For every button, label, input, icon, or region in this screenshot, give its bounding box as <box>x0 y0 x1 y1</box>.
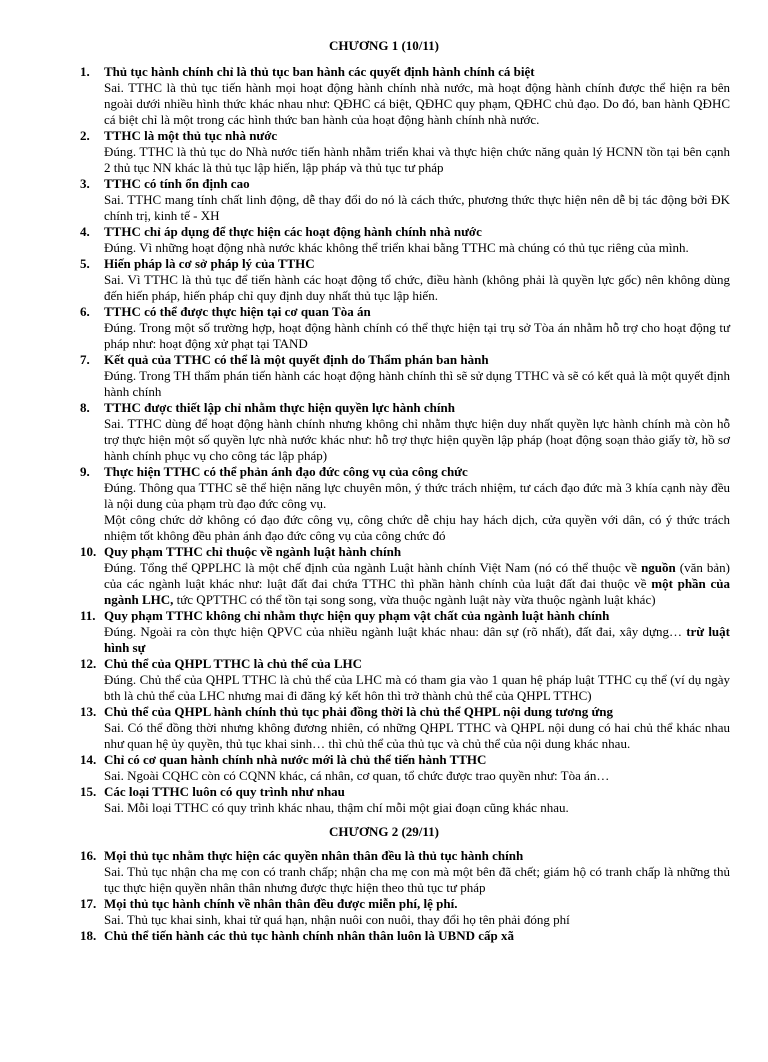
question: 11. Quy phạm TTHC không chỉ nhằm thực hiện quy phạm vật chất của ngành luật hành chính <box>80 608 610 623</box>
answer: Đúng. Trong một số trường hợp, hoạt động hành chính có thể thực hiện tại trụ sở Tòa án nhằm hỗ trợ cho hoạt động tư pháp như: hoạt động xử phạt tại TAND <box>104 320 730 351</box>
answer: Sai. TTHC mang tính chất linh động, dễ thay đổi do nó là cách thức, phương thức thực hiện nên dễ bị tác động bởi ĐK chính trị, kinh tế - XH <box>104 192 730 223</box>
question: 7. Kết quả của TTHC có thể là một quyết định do Thẩm phán ban hành <box>80 352 489 367</box>
document-page <box>0 38 768 1062</box>
list-item <box>80 608 730 656</box>
answer: Sai. TTHC dùng để hoạt động hành chính nhưng không chỉ nhằm thực hiện duy nhất quyền lực hành chính mà còn hỗ trợ thực hiện một số quyền lực nhà nước khác như: hỗ trợ thực hiện quyền lập pháp (hoạt động soạn thảo giấy tờ, hồ sơ hành chính phục vụ cho công tác lập pháp) <box>104 416 730 463</box>
list-item <box>80 176 730 224</box>
question: 9. Thực hiện TTHC có thể phản ánh đạo đức công vụ của công chức <box>80 464 468 479</box>
question: 15. Các loại TTHC luôn có quy trình như nhau <box>80 784 345 799</box>
list-item <box>80 352 730 400</box>
answer: Sai. Thủ tục khai sinh, khai tử quá hạn, nhận nuôi con nuôi, thay đổi họ tên phải đóng phí <box>104 912 570 927</box>
chapter-1-list <box>80 64 730 816</box>
question: 5. Hiến pháp là cơ sở pháp lý của TTHC <box>80 256 315 271</box>
answer-continued: Một công chức dở không có đạo đức công vụ, công chức dễ chịu hay hách dịch, cửa quyền với dân, có ý thức trách nhiệm tốt không đều phản ánh đạo đức công vụ của công chức đó <box>104 512 730 543</box>
answer: Sai. Mỗi loại TTHC có quy trình khác nhau, thậm chí mỗi một giai đoạn cũng khác nhau. <box>104 800 569 815</box>
question: 10. Quy phạm TTHC chỉ thuộc về ngành luật hành chính <box>80 544 402 559</box>
answer: Đúng. Ngoài ra còn thực hiện QPVC của nhiều ngành luật khác nhau: dân sự (rõ nhất), đất đai, xây dựng… trừ luật hình sự <box>104 624 730 655</box>
list-item <box>80 848 730 896</box>
answer: Đúng. Tổng thể QPPLHC là một chế định của ngành Luật hành chính Việt Nam (nó có thể thuộc về nguồn (văn bản) của các ngành luật khác như: luật đất đai chứa TTHC thì phần hành chính của luật đất đai thuộc về một phần của ngành LHC, tức QPTTHC có thể tồn tại song song, vừa thuộc ngành luật này vừa thuộc ngành luật khác) <box>104 560 730 607</box>
question: 12. Chủ thể của QHPL TTHC là chủ thể của LHC <box>80 656 362 671</box>
question: 1. Thủ tục hành chính chỉ là thủ tục ban hành các quyết định hành chính cá biệt <box>80 64 535 79</box>
question: 14. Chỉ có cơ quan hành chính nhà nước mới là chủ thể tiến hành TTHC <box>80 752 487 767</box>
list-item <box>80 304 730 352</box>
question: 18. Chủ thể tiến hành các thủ tục hành chính nhân thân luôn là UBND cấp xã <box>80 928 514 943</box>
answer: Sai. Có thể đồng thời nhưng không đương nhiên, có những QHPL TTHC và QHPL nội dung có hai chủ thể khác nhau như quan hệ ủy quyền, thủ tục khai sinh… thì chủ thể của thủ tục và chủ thể của nội dung khác nhau. <box>104 720 730 751</box>
question: 17. Mọi thủ tục hành chính về nhân thân đều được miễn phí, lệ phí. <box>80 896 458 911</box>
answer: Đúng. Trong TH thẩm phán tiến hành các hoạt động hành chính thì sẽ sử dụng TTHC và sẽ có kết quả là một quyết định hành chính <box>104 368 730 399</box>
list-item <box>80 400 730 464</box>
list-item <box>80 896 730 928</box>
question: 16. Mọi thủ tục nhằm thực hiện các quyền nhân thân đều là thủ tục hành chính <box>80 848 524 863</box>
list-item <box>80 928 730 944</box>
question: 8. TTHC được thiết lập chỉ nhằm thực hiện quyền lực hành chính <box>80 400 455 415</box>
answer: Đúng. Vì những hoạt động nhà nước khác không thể triển khai bằng TTHC mà chúng có thủ tục riêng của mình. <box>104 240 689 255</box>
list-item <box>80 784 730 816</box>
list-item <box>80 224 730 256</box>
question: 6. TTHC có thể được thực hiện tại cơ quan Tòa án <box>80 304 371 319</box>
question: 4. TTHC chỉ áp dụng để thực hiện các hoạt động hành chính nhà nước <box>80 224 482 239</box>
list-item <box>80 128 730 176</box>
list-item <box>80 256 730 304</box>
list-item <box>80 544 730 608</box>
chapter-2-heading: CHƯƠNG 2 (29/11) <box>328 824 439 839</box>
question: 13. Chủ thể của QHPL hành chính thủ tục phải đồng thời là chủ thể QHPL nội dung tương ứng <box>80 704 613 719</box>
answer: Sai. TTHC là thủ tục tiến hành mọi hoạt động hành chính nhà nước, mà hoạt động hành chính được thể hiện ra bên ngoài dưới nhiều hình thức khác nhau như: QĐHC cá biệt, QĐHC quy phạm, QĐHC chủ đạo. Do đó, ban hành QĐHC cá biệt chỉ là một trong các hình thức ban hành của hoạt động hành chính nhà nước. <box>104 80 730 127</box>
answer: Đúng. Chủ thể của QHPL TTHC là chủ thể của LHC mà có tham gia vào 1 quan hệ pháp luật TTHC cụ thể (ví dụ ngày bth là chủ thể của LHC nhưng mai đi đăng ký kết hôn thì trở thành chủ thể của QHPL TTHC) <box>104 672 730 703</box>
answer: Đúng. Thông qua TTHC sẽ thể hiện năng lực chuyên môn, ý thức trách nhiệm, tư cách đạo đức mà 3 khía cạnh này đều là nội dung của phạm trù đạo đức công vụ. <box>104 480 730 511</box>
answer: Sai. Vì TTHC là thủ tục để tiến hành các hoạt động tổ chức, điều hành (không phải là quyền lực gốc) nên không dùng đến hiến pháp, hiến pháp chỉ quy định duy nhất thủ tục lập hiến. <box>104 272 730 303</box>
list-item <box>80 752 730 784</box>
chapter-1-heading: CHƯƠNG 1 (10/11) <box>328 38 439 53</box>
answer: Sai. Thủ tục nhận cha mẹ con có tranh chấp; nhận cha mẹ con mà một bên đã chết; giám hộ có tranh chấp là những thủ tục thực hiện quyền nhân thân nhưng được thực hiện theo thủ tục tư pháp <box>104 864 730 895</box>
list-item <box>80 64 730 128</box>
chapter-2-list <box>80 848 730 944</box>
question: 2. TTHC là một thủ tục nhà nước <box>80 128 278 143</box>
answer: Đúng. TTHC là thủ tục do Nhà nước tiến hành nhằm triển khai và thực hiện chức năng quản lý HCNN tồn tại bên cạnh 2 thủ tục NN khác là thủ tục lập hiến, lập pháp và thủ tục tư pháp <box>104 144 730 175</box>
question: 3. TTHC có tính ổn định cao <box>80 176 250 191</box>
answer: Sai. Ngoài CQHC còn có CQNN khác, cá nhân, cơ quan, tổ chức được trao quyền như: Tòa án… <box>104 768 610 783</box>
list-item <box>80 656 730 704</box>
list-item <box>80 464 730 544</box>
list-item <box>80 704 730 752</box>
